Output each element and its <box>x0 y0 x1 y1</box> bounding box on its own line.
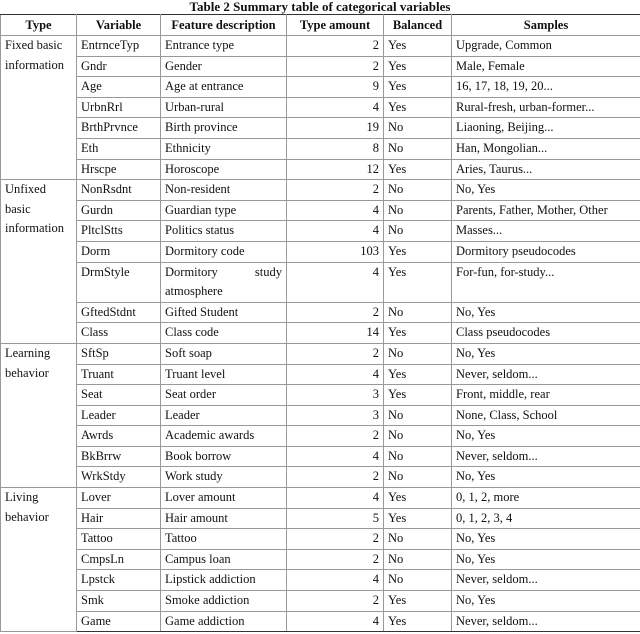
samples-cell: Never, seldom... <box>452 446 640 467</box>
balanced-cell: Yes <box>384 36 452 57</box>
header-variable: Variable <box>77 15 161 36</box>
description-cell: Academic awards <box>161 426 287 447</box>
table-row <box>1 262 640 302</box>
table-row <box>1 549 640 570</box>
table-row <box>1 159 640 180</box>
description-cell: Seat order <box>161 385 287 406</box>
table-row <box>1 241 640 262</box>
description-cell <box>161 262 287 302</box>
balanced-cell: No <box>384 180 452 201</box>
type-amount-cell: 2 <box>287 591 384 612</box>
description-cell: Politics status <box>161 221 287 242</box>
variable-cell: Lpstck <box>77 570 161 591</box>
balanced-cell: No <box>384 200 452 221</box>
type-amount-cell: 2 <box>287 302 384 323</box>
samples-cell: Parents, Father, Mother, Other <box>452 200 640 221</box>
type-amount-cell: 2 <box>287 529 384 550</box>
variable-cell: CmpsLn <box>77 549 161 570</box>
balanced-cell: No <box>384 467 452 488</box>
type-label-line: Living <box>5 490 39 505</box>
balanced-cell: No <box>384 570 452 591</box>
description-word: study <box>254 264 282 279</box>
type-amount-cell: 2 <box>287 343 384 364</box>
type-amount-cell: 4 <box>287 446 384 467</box>
variable-cell: Eth <box>77 138 161 159</box>
description-cell: Dormitory code <box>161 241 287 262</box>
balanced-cell: No <box>384 426 452 447</box>
variable-cell: BrthPrvnce <box>77 118 161 139</box>
samples-cell: 0, 1, 2, 3, 4 <box>452 508 640 529</box>
balanced-cell: Yes <box>384 591 452 612</box>
categorical-variables-table <box>0 14 640 632</box>
samples-cell: 16, 17, 18, 19, 20... <box>452 77 640 98</box>
table-row <box>1 529 640 550</box>
table-row <box>1 385 640 406</box>
type-label-line: Fixed basic <box>5 38 63 52</box>
variable-cell: Age <box>77 77 161 98</box>
variable-cell: Gurdn <box>77 200 161 221</box>
description-cell: Hair amount <box>161 508 287 529</box>
balanced-cell: Yes <box>384 611 452 632</box>
description-cell: Smoke addiction <box>161 591 287 612</box>
samples-cell: No, Yes <box>452 302 640 323</box>
type-amount-cell: 19 <box>287 118 384 139</box>
table-row <box>1 221 640 242</box>
variable-cell: UrbnRrl <box>77 97 161 118</box>
variable-cell: BkBrrw <box>77 446 161 467</box>
samples-cell: Han, Mongolian... <box>452 138 640 159</box>
type-amount-cell: 4 <box>287 364 384 385</box>
type-label-line: information <box>5 57 65 72</box>
balanced-cell: Yes <box>384 97 452 118</box>
variable-cell: DrmStyle <box>77 262 161 302</box>
samples-cell: Front, middle, rear <box>452 385 640 406</box>
variable-cell: EntrnceTyp <box>77 36 161 57</box>
type-amount-cell: 3 <box>287 385 384 406</box>
table-row <box>1 508 640 529</box>
type-label-line: basic <box>5 201 31 216</box>
samples-cell: Male, Female <box>452 56 640 77</box>
type-label-line: behavior <box>5 509 49 524</box>
variable-cell: Awrds <box>77 426 161 447</box>
description-cell: Truant level <box>161 364 287 385</box>
table-row <box>1 343 640 364</box>
type-amount-cell: 2 <box>287 180 384 201</box>
balanced-cell: Yes <box>384 159 452 180</box>
description-cell: Lover amount <box>161 488 287 509</box>
variable-cell: Gndr <box>77 56 161 77</box>
samples-cell: Rural-fresh, urban-former... <box>452 97 640 118</box>
description-cell: Tattoo <box>161 529 287 550</box>
description-cell: Age at entrance <box>161 77 287 98</box>
table-row <box>1 180 640 201</box>
balanced-cell: Yes <box>384 241 452 262</box>
samples-cell: Liaoning, Beijing... <box>452 118 640 139</box>
table-row <box>1 405 640 426</box>
header-type-amount: Type amount <box>287 15 384 36</box>
variable-cell: GftedStdnt <box>77 302 161 323</box>
description-cell: Class code <box>161 323 287 344</box>
header-row <box>1 15 640 36</box>
balanced-cell: Yes <box>384 364 452 385</box>
table-row <box>1 611 640 632</box>
type-amount-cell: 2 <box>287 467 384 488</box>
type-cell <box>1 343 77 487</box>
description-cell: Soft soap <box>161 343 287 364</box>
samples-cell: Masses... <box>452 221 640 242</box>
table-body <box>1 36 640 632</box>
table-row <box>1 467 640 488</box>
description-cell: Game addiction <box>161 611 287 632</box>
type-amount-cell: 5 <box>287 508 384 529</box>
balanced-cell: Yes <box>384 488 452 509</box>
description-cell: Gifted Student <box>161 302 287 323</box>
balanced-cell: Yes <box>384 77 452 98</box>
balanced-cell: No <box>384 221 452 242</box>
balanced-cell: No <box>384 302 452 323</box>
type-amount-cell: 3 <box>287 405 384 426</box>
header-balanced: Balanced <box>384 15 452 36</box>
description-cell: Gender <box>161 56 287 77</box>
description-cell: Leader <box>161 405 287 426</box>
samples-cell: No, Yes <box>452 467 640 488</box>
variable-cell: Lover <box>77 488 161 509</box>
description-cell: Non-resident <box>161 180 287 201</box>
table-row <box>1 56 640 77</box>
table-row <box>1 97 640 118</box>
table-row <box>1 200 640 221</box>
type-amount-cell: 4 <box>287 200 384 221</box>
variable-cell: SftSp <box>77 343 161 364</box>
table-row <box>1 364 640 385</box>
table-row <box>1 118 640 139</box>
table-row <box>1 591 640 612</box>
table-row <box>1 323 640 344</box>
table-row <box>1 36 640 57</box>
description-line <box>165 263 282 283</box>
header-samples: Samples <box>452 15 640 36</box>
balanced-cell: No <box>384 549 452 570</box>
type-amount-cell: 103 <box>287 241 384 262</box>
type-amount-cell: 4 <box>287 221 384 242</box>
description-cell: Urban-rural <box>161 97 287 118</box>
samples-cell: Aries, Taurus... <box>452 159 640 180</box>
description-cell: Book borrow <box>161 446 287 467</box>
samples-cell: No, Yes <box>452 343 640 364</box>
description-cell: Entrance type <box>161 36 287 57</box>
description-cell: Birth province <box>161 118 287 139</box>
variable-cell: Seat <box>77 385 161 406</box>
type-amount-cell: 12 <box>287 159 384 180</box>
type-cell <box>1 180 77 344</box>
description-cell: Horoscope <box>161 159 287 180</box>
type-label-line: behavior <box>5 365 49 380</box>
balanced-cell: Yes <box>384 262 452 302</box>
balanced-cell: No <box>384 446 452 467</box>
balanced-cell: Yes <box>384 385 452 406</box>
type-label-line: Learning <box>5 345 51 360</box>
balanced-cell: No <box>384 138 452 159</box>
balanced-cell: No <box>384 529 452 550</box>
variable-cell: WrkStdy <box>77 467 161 488</box>
samples-cell: For-fun, for-study... <box>452 262 640 302</box>
header-type: Type <box>1 15 77 36</box>
description-cell: Lipstick addiction <box>161 570 287 591</box>
table-row <box>1 302 640 323</box>
balanced-cell: No <box>384 118 452 139</box>
header-feature-description: Feature description <box>161 15 287 36</box>
description-line: atmosphere <box>165 284 223 299</box>
table-row <box>1 426 640 447</box>
type-amount-cell: 2 <box>287 56 384 77</box>
balanced-cell: No <box>384 405 452 426</box>
variable-cell: Dorm <box>77 241 161 262</box>
samples-cell: No, Yes <box>452 591 640 612</box>
samples-cell: Never, seldom... <box>452 364 640 385</box>
type-amount-cell: 4 <box>287 611 384 632</box>
samples-cell: No, Yes <box>452 426 640 447</box>
samples-cell: No, Yes <box>452 529 640 550</box>
table-row <box>1 488 640 509</box>
type-amount-cell: 2 <box>287 36 384 57</box>
table-row <box>1 77 640 98</box>
description-cell: Guardian type <box>161 200 287 221</box>
variable-cell: Truant <box>77 364 161 385</box>
table-row <box>1 446 640 467</box>
variable-cell: Tattoo <box>77 529 161 550</box>
samples-cell: Never, seldom... <box>452 611 640 632</box>
samples-cell: 0, 1, 2, more <box>452 488 640 509</box>
description-cell: Work study <box>161 467 287 488</box>
samples-cell: No, Yes <box>452 549 640 570</box>
variable-cell: Smk <box>77 591 161 612</box>
type-amount-cell: 4 <box>287 262 384 302</box>
type-cell <box>1 488 77 632</box>
description-cell: Campus loan <box>161 549 287 570</box>
type-cell <box>1 36 77 180</box>
table-row <box>1 570 640 591</box>
samples-cell: Dormitory pseudocodes <box>452 241 640 262</box>
variable-cell: Leader <box>77 405 161 426</box>
type-amount-cell: 4 <box>287 570 384 591</box>
samples-cell: Never, seldom... <box>452 570 640 591</box>
description-word: Dormitory <box>165 264 218 279</box>
description-cell: Ethnicity <box>161 138 287 159</box>
type-amount-cell: 4 <box>287 488 384 509</box>
samples-cell: Class pseudocodes <box>452 323 640 344</box>
type-amount-cell: 4 <box>287 97 384 118</box>
samples-cell: No, Yes <box>452 180 640 201</box>
samples-cell: None, Class, School <box>452 405 640 426</box>
variable-cell: PltclStts <box>77 221 161 242</box>
type-amount-cell: 2 <box>287 426 384 447</box>
type-amount-cell: 2 <box>287 549 384 570</box>
samples-cell: Upgrade, Common <box>452 36 640 57</box>
type-amount-cell: 14 <box>287 323 384 344</box>
variable-cell: Hair <box>77 508 161 529</box>
balanced-cell: No <box>384 343 452 364</box>
type-amount-cell: 9 <box>287 77 384 98</box>
balanced-cell: Yes <box>384 508 452 529</box>
variable-cell: Game <box>77 611 161 632</box>
variable-cell: Class <box>77 323 161 344</box>
type-label-line: information <box>5 221 65 236</box>
variable-cell: Hrscpe <box>77 159 161 180</box>
balanced-cell: Yes <box>384 56 452 77</box>
variable-cell: NonRsdnt <box>77 180 161 201</box>
balanced-cell: Yes <box>384 323 452 344</box>
table-caption: Table 2 Summary table of categorical variables <box>189 0 451 14</box>
type-label-line: Unfixed <box>5 182 46 197</box>
table-row <box>1 138 640 159</box>
type-amount-cell: 8 <box>287 138 384 159</box>
